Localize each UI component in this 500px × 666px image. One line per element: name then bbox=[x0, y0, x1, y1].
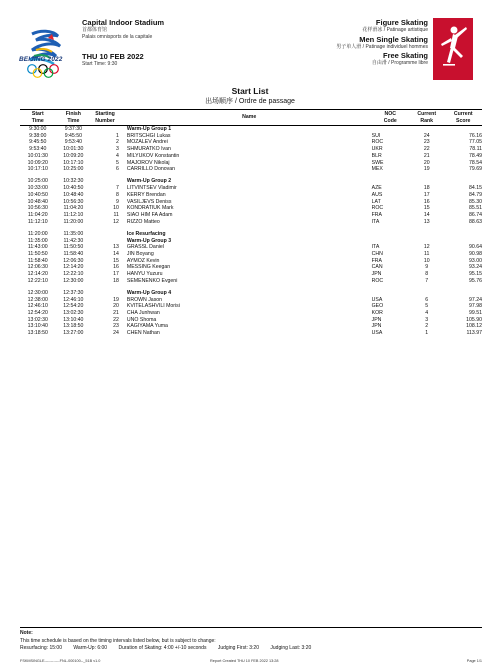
noc-code-cell: USA bbox=[371, 330, 383, 337]
name-cell: KVITELASHVILI Morisi bbox=[126, 303, 180, 310]
noc-code-cell: USA bbox=[371, 296, 383, 303]
noc-code-cell: ROC bbox=[371, 277, 384, 284]
skater-row bbox=[20, 330, 482, 337]
noc-code-cell: BLR bbox=[371, 152, 382, 159]
current-rank-cell: 4 bbox=[425, 310, 429, 317]
finish-time-cell: 12:54:20 bbox=[63, 303, 84, 310]
noc-code-cell: LAT bbox=[371, 198, 381, 205]
skater-row bbox=[20, 185, 482, 192]
current-rank-cell: 21 bbox=[423, 152, 430, 159]
note-text: This time schedule is based on the timing intervals listed below, but is subject to change: bbox=[20, 637, 216, 644]
finish-time-cell: 13:02:30 bbox=[63, 310, 84, 317]
col-current-score: Current Score bbox=[444, 110, 482, 126]
finish-time-cell: 10:32:30 bbox=[63, 178, 84, 185]
skater-row bbox=[20, 160, 482, 167]
name-cell: SEMENENKO Evgeni bbox=[126, 277, 178, 284]
current-score-cell: 78.49 bbox=[469, 152, 482, 159]
name-cell: Warm-Up Group 1 bbox=[126, 126, 172, 132]
finish-time-cell: 10:25:00 bbox=[63, 166, 84, 173]
note-interval: Resurfacing: 15:00 bbox=[20, 645, 62, 651]
noc-code-cell: ITA bbox=[371, 218, 380, 225]
current-rank-cell: 13 bbox=[423, 218, 430, 225]
venue-name: Capital Indoor Stadium bbox=[82, 18, 165, 27]
current-rank-cell: 6 bbox=[425, 296, 429, 303]
note-interval: Judging First: 3:20 bbox=[217, 645, 259, 651]
skater-row bbox=[20, 192, 482, 199]
logo-text: BEIJING 2022 bbox=[19, 56, 63, 63]
current-score-cell bbox=[444, 178, 482, 185]
col-starting-number: Starting Number bbox=[91, 110, 123, 126]
current-rank-cell: 12 bbox=[423, 244, 430, 251]
starting-number-cell: 7 bbox=[116, 185, 119, 192]
sport-name: Figure Skating bbox=[375, 18, 428, 27]
noc-code-cell: CHN bbox=[371, 250, 383, 257]
segment-name: Free Skating bbox=[382, 51, 428, 60]
finish-time-cell: 12:46:10 bbox=[63, 296, 84, 303]
report-created: Report Created THU 10 FEB 2022 13:28 bbox=[210, 659, 279, 663]
venue-name-cn: 首都体育馆 bbox=[82, 27, 108, 33]
start-time-cell: 10:01:30 bbox=[27, 152, 48, 159]
event-block bbox=[336, 18, 428, 68]
col-start-time: Start Time bbox=[20, 110, 56, 126]
noc-code-cell bbox=[372, 178, 409, 185]
page-number: Page 1/1 bbox=[466, 659, 482, 663]
current-rank-cell: 19 bbox=[423, 166, 430, 173]
start-time-cell: 11:04:20 bbox=[27, 211, 48, 218]
name-cell: SIAO HIM FA Adam bbox=[126, 211, 173, 218]
finish-time-cell: 10:17:10 bbox=[63, 159, 84, 166]
finish-time-cell: 9:53:40 bbox=[64, 139, 82, 146]
name-cell: UNO Shoma bbox=[126, 316, 157, 323]
starting-number-cell: 15 bbox=[113, 257, 119, 264]
skater-row bbox=[20, 153, 482, 160]
skater-row bbox=[20, 139, 482, 146]
finish-time-cell: 11:58:40 bbox=[63, 250, 84, 257]
start-time-cell: 12:06:30 bbox=[27, 264, 48, 271]
noc-code-cell: FRA bbox=[371, 211, 382, 218]
starting-number-cell: 14 bbox=[113, 250, 119, 257]
starting-number-cell: 9 bbox=[116, 198, 119, 205]
segment-name-sub: 自由滑 / Programme libre bbox=[371, 60, 428, 66]
name-cell: VASILJEVS Deniss bbox=[126, 198, 172, 205]
current-rank-cell: 7 bbox=[425, 277, 429, 284]
name-cell: CHEN Nathan bbox=[126, 330, 160, 337]
name-cell: BRITSCHGI Lukas bbox=[126, 132, 171, 139]
name-cell: Warm-Up Group 4 bbox=[126, 289, 172, 296]
name-cell: Warm-Up Group 2 bbox=[126, 178, 172, 185]
venue-name-fr: Palais omnisports de la capitale bbox=[82, 34, 153, 40]
starting-number-cell: 11 bbox=[113, 211, 119, 218]
noc-code-cell: JPN bbox=[371, 271, 382, 278]
start-time-cell: 12:30:00 bbox=[27, 289, 48, 296]
current-score-cell: 97.24 bbox=[469, 296, 482, 303]
noc-code-cell: ITA bbox=[371, 244, 380, 251]
current-rank-cell: 11 bbox=[424, 250, 430, 257]
noc-code-cell: MEX bbox=[371, 166, 383, 173]
current-score-cell bbox=[444, 126, 482, 133]
start-time-cell: 13:18:50 bbox=[27, 330, 48, 337]
current-rank-cell: 1 bbox=[425, 330, 429, 337]
venue-block bbox=[82, 18, 164, 67]
skater-row bbox=[20, 146, 482, 153]
start-time-cell: 11:35:00 bbox=[27, 237, 48, 244]
finish-time-cell: 12:30:00 bbox=[63, 277, 84, 284]
current-rank-cell: 15 bbox=[423, 205, 430, 212]
name-cell: CHA Junhwan bbox=[126, 310, 160, 317]
skater-row bbox=[20, 271, 482, 278]
skater-row bbox=[20, 133, 482, 140]
starting-number-cell: 21 bbox=[113, 310, 119, 317]
warmup-group-row bbox=[20, 126, 482, 133]
table-body bbox=[20, 126, 482, 337]
noc-code-cell: FRA bbox=[371, 257, 382, 264]
finish-time-cell: 13:10:40 bbox=[63, 316, 84, 323]
starting-number-cell: 4 bbox=[116, 152, 119, 159]
starting-number-cell: 17 bbox=[113, 271, 119, 278]
start-time-cell: 11:43:00 bbox=[27, 244, 48, 251]
note-interval: Warm-Up: 6:00 bbox=[73, 645, 108, 651]
finish-time-cell: 11:20:00 bbox=[63, 218, 84, 225]
name-cell: LITVINTSEV Vladimir bbox=[126, 185, 177, 192]
page-title: Start List bbox=[231, 86, 269, 96]
start-time-cell: 13:10:40 bbox=[27, 323, 48, 330]
name-cell: CARRILLO Donovan bbox=[126, 166, 176, 173]
current-rank-cell: 16 bbox=[423, 198, 430, 205]
noc-code-cell: CAN bbox=[371, 264, 383, 271]
name-cell: MILYUKOV Konstantin bbox=[126, 152, 180, 159]
current-rank-cell: 22 bbox=[423, 146, 430, 153]
start-time-cell: 10:56:30 bbox=[27, 205, 48, 212]
finish-time-cell: 11:35:00 bbox=[63, 230, 84, 237]
finish-time-cell: 13:18:50 bbox=[63, 323, 84, 330]
finish-time-cell: 12:06:30 bbox=[63, 257, 84, 264]
current-score-cell: 79.69 bbox=[469, 166, 482, 173]
noc-code-cell bbox=[372, 231, 409, 238]
finish-time-cell: 13:27:00 bbox=[63, 330, 84, 337]
current-score-cell bbox=[444, 238, 482, 245]
note-title: Note: bbox=[20, 630, 33, 636]
name-cell: KONDRATIUK Mark bbox=[126, 205, 174, 212]
start-time-cell: 9:38:00 bbox=[29, 132, 47, 139]
starting-number-cell: 22 bbox=[113, 316, 119, 323]
footer bbox=[20, 659, 482, 663]
start-time-cell: 12:46:10 bbox=[27, 303, 48, 310]
current-score-cell: 76.16 bbox=[469, 132, 482, 139]
starting-number-cell: 3 bbox=[116, 146, 119, 153]
current-rank-cell: 2 bbox=[425, 323, 429, 330]
name-cell: MESSING Keegan bbox=[126, 264, 171, 271]
start-time-cell: 12:14:20 bbox=[27, 271, 48, 278]
noc-code-cell: UKR bbox=[371, 146, 383, 153]
start-list-table bbox=[20, 109, 482, 337]
note-intervals bbox=[20, 645, 482, 653]
skater-row bbox=[20, 166, 482, 173]
current-score-cell: 95.76 bbox=[469, 277, 482, 284]
name-cell: RIZZO Matteo bbox=[126, 218, 160, 225]
warmup-group-row bbox=[20, 290, 482, 297]
skater-row bbox=[20, 199, 482, 206]
col-name: Name bbox=[123, 110, 372, 126]
current-rank-cell: 9 bbox=[425, 264, 429, 271]
current-score-cell: 108.12 bbox=[466, 323, 482, 330]
starting-number-cell: 16 bbox=[113, 264, 119, 271]
start-time-cell: 10:25:00 bbox=[27, 178, 48, 185]
start-time-cell: 10:09:20 bbox=[27, 159, 48, 166]
starting-number-cell: 13 bbox=[113, 244, 119, 251]
name-cell: MOZALEV Andrei bbox=[126, 139, 168, 146]
name-cell: SHMURATKO Ivan bbox=[126, 146, 171, 153]
current-score-cell: 93.00 bbox=[469, 257, 482, 264]
finish-time-cell: 12:22:10 bbox=[63, 271, 84, 278]
current-score-cell: 86.74 bbox=[469, 211, 482, 218]
starting-number-cell bbox=[91, 126, 123, 133]
skater-row bbox=[20, 297, 482, 304]
page-subtitle: 出场顺序 / Ordre de passage bbox=[205, 98, 295, 105]
event-name-sub: 男子单人滑 / Patinage individuel hommes bbox=[336, 43, 428, 50]
starting-number-cell bbox=[91, 178, 123, 185]
start-time-cell: 10:48:40 bbox=[27, 198, 48, 205]
current-rank-cell bbox=[409, 238, 445, 245]
finish-time-cell: 10:40:50 bbox=[63, 185, 84, 192]
skater-row bbox=[20, 303, 482, 310]
current-score-cell: 90.64 bbox=[469, 244, 482, 251]
current-score-cell: 95.15 bbox=[469, 271, 482, 278]
skater-row bbox=[20, 317, 482, 324]
skater-row bbox=[20, 212, 482, 219]
current-score-cell: 77.05 bbox=[469, 139, 482, 146]
finish-time-cell: 10:56:30 bbox=[63, 198, 84, 205]
noc-code-cell: AZE bbox=[371, 185, 382, 192]
starting-number-cell: 2 bbox=[116, 139, 119, 146]
current-score-cell bbox=[444, 231, 482, 238]
current-rank-cell: 18 bbox=[423, 185, 430, 192]
starting-number-cell: 19 bbox=[113, 296, 119, 303]
noc-code-cell: ROC bbox=[371, 205, 384, 212]
noc-code-cell bbox=[372, 238, 409, 245]
finish-time-cell: 10:48:40 bbox=[63, 191, 84, 198]
event-name: Men Single Skating bbox=[359, 34, 428, 44]
finish-time-cell: 12:37:30 bbox=[63, 289, 84, 296]
current-rank-cell bbox=[409, 126, 445, 133]
current-rank-cell bbox=[409, 178, 445, 185]
name-cell: GRASSL Daniel bbox=[126, 244, 164, 251]
skater-row bbox=[20, 323, 482, 330]
start-time-cell: 10:17:10 bbox=[27, 166, 48, 173]
starting-number-cell: 18 bbox=[113, 277, 119, 284]
current-rank-cell: 17 bbox=[423, 191, 430, 198]
start-time-cell: 10:33:00 bbox=[27, 185, 48, 192]
current-score-cell: 85.51 bbox=[469, 205, 482, 212]
starting-number-cell: 23 bbox=[113, 323, 119, 330]
current-rank-cell: 14 bbox=[423, 211, 430, 218]
start-time: Start Time: 9:30 bbox=[82, 61, 118, 67]
name-cell: KERRY Brendan bbox=[126, 191, 166, 198]
noc-code-cell bbox=[372, 290, 409, 297]
finish-time-cell: 10:09:20 bbox=[63, 152, 84, 159]
finish-time-cell: 10:01:30 bbox=[63, 146, 84, 153]
current-rank-cell: 23 bbox=[423, 139, 430, 146]
noc-code-cell: KOR bbox=[371, 310, 383, 317]
name-cell: AYMOZ Kevin bbox=[126, 257, 160, 264]
current-rank-cell: 20 bbox=[423, 159, 430, 166]
noc-code-cell: SWE bbox=[371, 159, 384, 166]
noc-code-cell: GEO bbox=[371, 303, 384, 310]
finish-time-cell: 9:45:50 bbox=[64, 132, 82, 139]
starting-number-cell: 1 bbox=[116, 132, 119, 139]
finish-time-cell: 12:14:20 bbox=[63, 264, 84, 271]
schedule-note bbox=[20, 627, 482, 653]
current-score-cell: 105.90 bbox=[466, 316, 482, 323]
skater-row bbox=[20, 310, 482, 317]
skater-row bbox=[20, 244, 482, 251]
starting-number-cell: 12 bbox=[113, 218, 119, 225]
current-score-cell: 93.24 bbox=[469, 264, 482, 271]
event-date: THU 10 FEB 2022 bbox=[82, 52, 144, 61]
starting-number-cell: 20 bbox=[113, 303, 119, 310]
note-interval: Judging Last: 3:20 bbox=[270, 645, 312, 651]
col-noc-code: NOC Code bbox=[372, 110, 409, 126]
col-finish-time: Finish Time bbox=[56, 110, 92, 126]
skater-row bbox=[20, 278, 482, 285]
current-score-cell: 113.97 bbox=[466, 330, 482, 337]
name-cell: Warm-Up Group 3 bbox=[126, 237, 172, 244]
noc-code-cell: AUS bbox=[371, 191, 383, 198]
skater-row bbox=[20, 264, 482, 271]
current-score-cell: 84.15 bbox=[469, 185, 482, 192]
finish-time-cell: 11:04:20 bbox=[63, 205, 84, 212]
name-cell: BROWN Jason bbox=[126, 296, 163, 303]
table-header-row bbox=[20, 110, 482, 126]
name-cell: MAJOROV Nikolaj bbox=[126, 159, 170, 166]
olympic-rings-icon bbox=[26, 64, 60, 78]
noc-code-cell: JPN bbox=[371, 316, 382, 323]
start-time-cell: 12:38:00 bbox=[27, 296, 48, 303]
current-rank-cell: 24 bbox=[423, 132, 430, 139]
name-cell: JIN Boyang bbox=[126, 250, 154, 257]
current-score-cell: 84.79 bbox=[469, 191, 482, 198]
current-score-cell: 88.63 bbox=[469, 218, 482, 225]
start-time-cell: 12:22:10 bbox=[27, 277, 48, 284]
current-rank-cell: 10 bbox=[423, 257, 430, 264]
current-score-cell: 90.98 bbox=[469, 250, 482, 257]
start-time-cell: 9:53:40 bbox=[29, 146, 47, 153]
starting-number-cell: 8 bbox=[116, 191, 119, 198]
starting-number-cell bbox=[91, 238, 123, 245]
current-score-cell: 85.30 bbox=[469, 198, 482, 205]
starting-number-cell: 24 bbox=[113, 330, 119, 337]
current-rank-cell: 5 bbox=[425, 303, 429, 310]
starting-number-cell: 6 bbox=[116, 166, 119, 173]
start-time-cell: 11:20:00 bbox=[27, 230, 48, 237]
current-score-cell: 97.98 bbox=[469, 303, 482, 310]
skater-row bbox=[20, 219, 482, 226]
sport-name-sub: 花样滑冰 / Patinage artistique bbox=[362, 27, 428, 33]
skater-row bbox=[20, 205, 482, 212]
starting-number-cell bbox=[91, 231, 123, 238]
starting-number-cell: 10 bbox=[113, 205, 119, 212]
skater-row bbox=[20, 258, 482, 265]
current-score-cell: 78.11 bbox=[469, 146, 482, 153]
warmup-group-row bbox=[20, 178, 482, 185]
noc-code-cell: ROC bbox=[371, 139, 384, 146]
current-rank-cell: 8 bbox=[425, 271, 429, 278]
resurfacing-row bbox=[20, 231, 482, 238]
start-time-cell: 13:02:30 bbox=[27, 316, 48, 323]
page-title-block bbox=[0, 86, 500, 106]
start-time-cell: 9:30:00 bbox=[29, 126, 47, 132]
current-score-cell: 78.54 bbox=[469, 159, 482, 166]
current-score-cell: 99.51 bbox=[469, 310, 482, 317]
start-time-cell: 11:50:50 bbox=[27, 250, 48, 257]
finish-time-cell: 11:12:10 bbox=[63, 211, 84, 218]
figure-skating-pictogram-icon bbox=[433, 18, 473, 80]
current-rank-cell bbox=[409, 290, 445, 297]
start-time-cell: 11:12:10 bbox=[27, 218, 48, 225]
current-rank-cell bbox=[409, 231, 445, 238]
warmup-group-row bbox=[20, 238, 482, 245]
name-cell: KAGIYAMA Yuma bbox=[126, 323, 168, 330]
header bbox=[0, 0, 500, 86]
starting-number-cell: 5 bbox=[116, 159, 119, 166]
skater-row bbox=[20, 251, 482, 258]
current-rank-cell: 3 bbox=[425, 316, 429, 323]
finish-time-cell: 11:50:50 bbox=[63, 244, 84, 251]
noc-code-cell bbox=[372, 126, 409, 133]
start-time-cell: 10:40:50 bbox=[27, 191, 48, 198]
start-time-cell: 11:58:40 bbox=[27, 257, 48, 264]
name-cell: HANYU Yuzuru bbox=[126, 271, 163, 278]
report-code: FSKMSINGLE------------FNL-000100--_51B v1.0 bbox=[20, 659, 101, 663]
finish-time-cell: 9:37:30 bbox=[64, 126, 82, 132]
noc-code-cell: JPN bbox=[371, 323, 382, 330]
current-score-cell bbox=[444, 290, 482, 297]
col-current-rank: Current Rank bbox=[409, 110, 445, 126]
starting-number-cell bbox=[91, 290, 123, 297]
noc-code-cell: SUI bbox=[371, 132, 381, 139]
start-time-cell: 12:54:20 bbox=[27, 310, 48, 317]
start-time-cell: 9:45:50 bbox=[29, 139, 47, 146]
note-interval: Duration of Skating: 4:00 +/-10 seconds bbox=[118, 645, 207, 651]
name-cell: Ice Resurfacing bbox=[126, 230, 166, 237]
finish-time-cell: 11:42:30 bbox=[63, 237, 84, 244]
